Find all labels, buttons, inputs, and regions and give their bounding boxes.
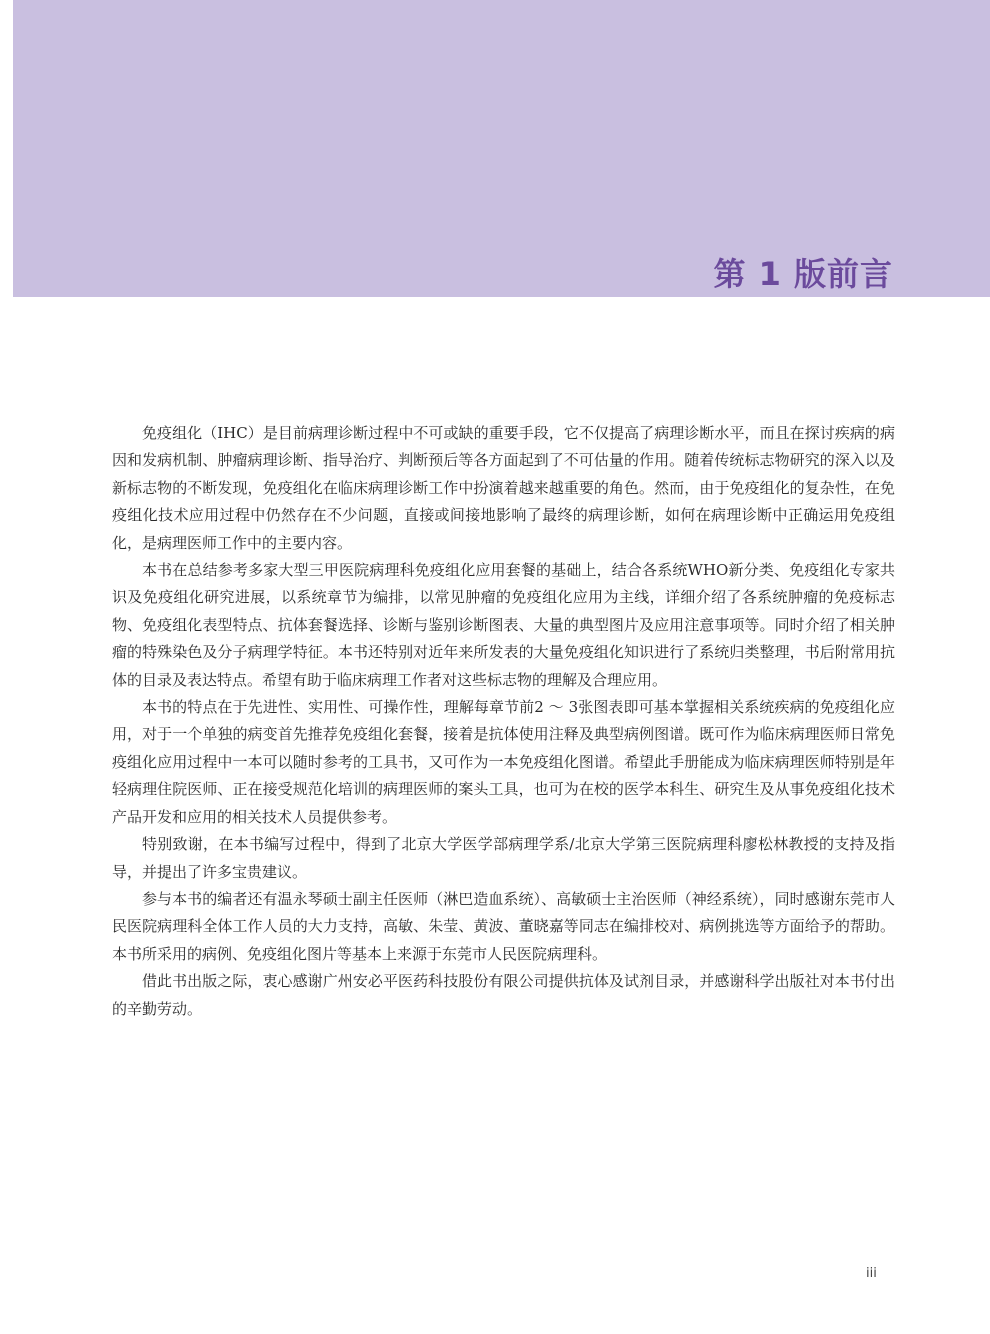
page-title: 第 1 版前言	[713, 255, 893, 293]
paragraph-5: 参与本书的编者还有温永琴硕士副主任医师（淋巴造血系统）、高敏硕士主治医师（神经系统），同时感谢东莞市人民医院病理科全体工作人员的大力支持，高敏、朱莹、黄波、董晓嘉等同志在编排校对、病例挑选等方面给予的帮助。本书所采用的病例、免疫组化图片等基本上来源于东莞市人民医院病理科。	[112, 889, 895, 963]
preface-body	[112, 420, 895, 1023]
paragraph-1: 免疫组化（IHC）是目前病理诊断过程中不可或缺的重要手段，它不仅提高了病理诊断水平，而且在探讨疾病的病因和发病机制、肿瘤病理诊断、指导治疗、判断预后等各方面起到了不可估量的作用。随着传统标志物研究的深入以及新标志物的不断发现，免疫组化在临床病理诊断工作中扮演着越来越重要的角色。然而，由于免疫组化的复杂性，在免疫组化技术应用过程中仍然存在不少问题，直接或间接地影响了最终的病理诊断，如何在病理诊断中正确运用免疫组化，是病理医师工作中的主要内容。	[112, 424, 895, 552]
paragraph-3: 本书的特点在于先进性、实用性、可操作性，理解每章节前2 ～ 3张图表即可基本掌握相关系统疾病的免疫组化应用，对于一个单独的病变首先推荐免疫组化套餐，接着是抗体使用注释及典型病例图谱。既可作为临床病理医师日常免疫组化应用过程中一本可以随时参考的工具书，又可作为一本免疫组化图谱。希望此手册能成为临床病理医师特别是年轻病理住院医师、正在接受规范化培训的病理医师的案头工具，也可为在校的医学本科生、研究生及从事免疫组化技术产品开发和应用的相关技术人员提供参考。	[112, 698, 895, 826]
paragraph-6: 借此书出版之际，衷心感谢广州安必平医药科技股份有限公司提供抗体及试剂目录，并感谢科学出版社对本书付出的辛勤劳动。	[112, 972, 895, 1018]
paragraph-4: 特别致谢，在本书编写过程中，得到了北京大学医学部病理学系/北京大学第三医院病理科廖松林教授的支持及指导，并提出了许多宝贵建议。	[112, 835, 895, 881]
paragraph-2: 本书在总结参考多家大型三甲医院病理科免疫组化应用套餐的基础上，结合各系统WHO新分类、免疫组化专家共识及免疫组化研究进展，以系统章节为编排，以常见肿瘤的免疫组化应用为主线，详细介绍了各系统肿瘤的免疫标志物、免疫组化表型特点、抗体套餐选择、诊断与鉴别诊断图表、大量的典型图片及应用注意事项等。同时介绍了相关肿瘤的特殊染色及分子病理学特征。本书还特别对近年来所发表的大量免疫组化知识进行了系统归类整理，书后附常用抗体的目录及表达特点。希望有助于临床病理工作者对这些标志物的理解及合理应用。	[112, 561, 895, 689]
page-number: iii	[866, 1266, 877, 1281]
